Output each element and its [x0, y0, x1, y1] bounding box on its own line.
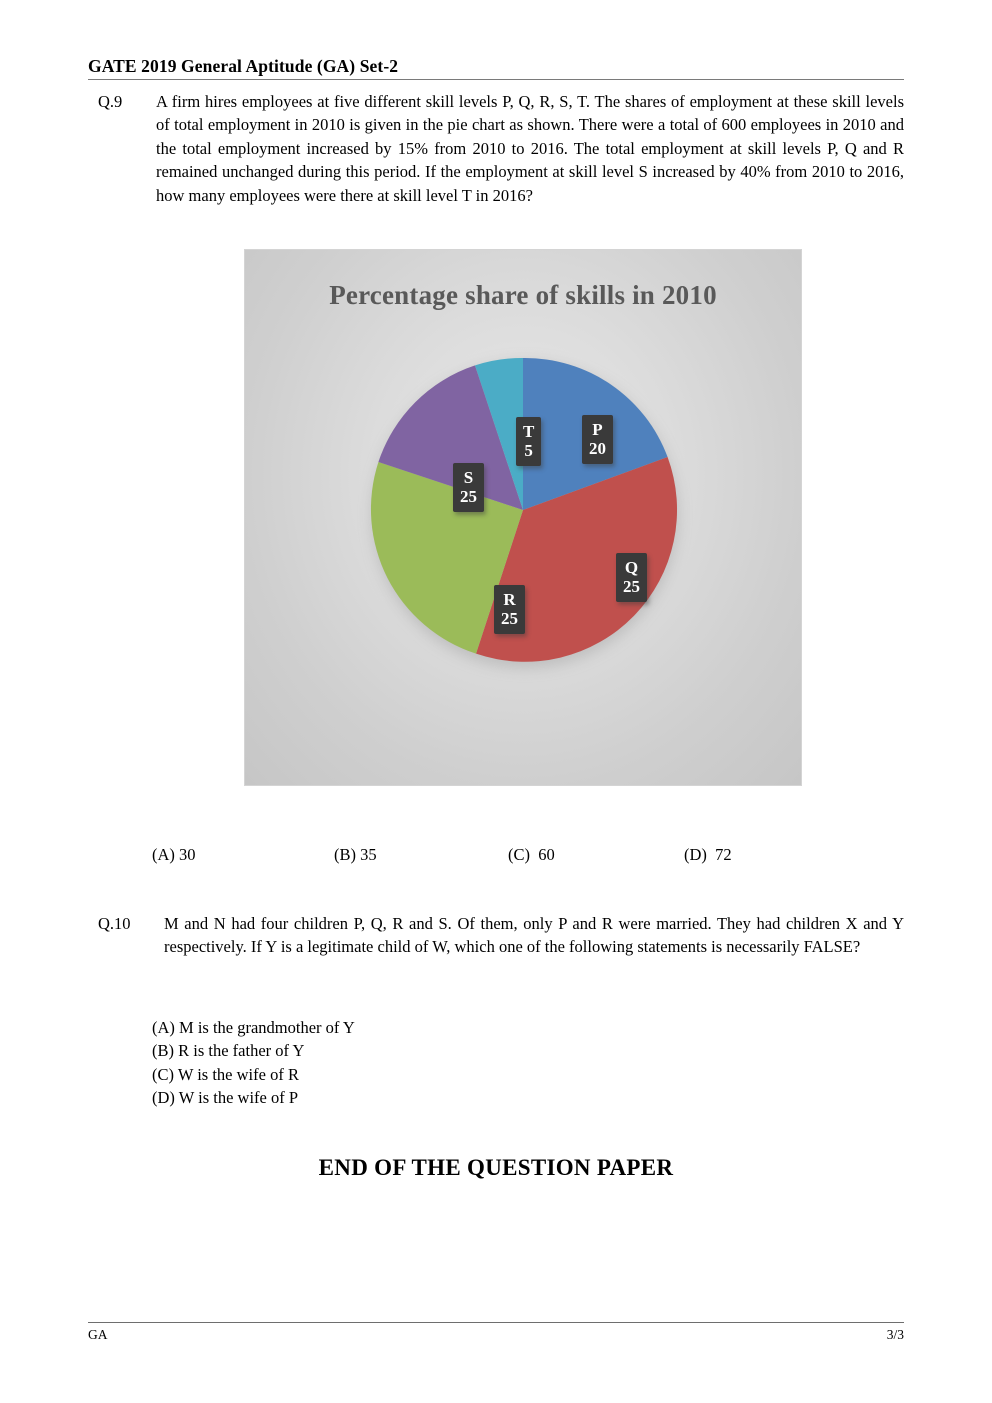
pie-label-r-name: R — [503, 590, 516, 609]
pie-label-p-name: P — [592, 420, 603, 439]
question-10-options — [152, 1016, 355, 1110]
question-10-text: M and N had four children P, Q, R and S. Of them, only P and R were married. They had children X and Y respectively. If Y is a legitimate child of W, which one of the following statements is necessarily FALSE? — [164, 914, 904, 957]
pie-label-t — [516, 417, 541, 466]
pie-label-q-name: Q — [624, 558, 639, 577]
question-10-number: Q.10 — [98, 914, 131, 933]
question-10-option-b[interactable]: (B) R is the father of Y — [152, 1041, 305, 1061]
pie-label-s — [453, 463, 484, 512]
question-9-option-c[interactable]: (C) 60 — [508, 845, 555, 864]
footer-divider — [88, 1322, 904, 1323]
question-10 — [98, 912, 904, 959]
page-header — [88, 56, 904, 80]
footer-left-label: GA — [88, 1327, 108, 1342]
pie-label-s-name: S — [463, 468, 474, 487]
question-9-text: A firm hires employees at five different skill levels P, Q, R, S, T. The shares of employment at these skill levels of total employment in 2010 is given in the pie chart as shown. There were a total of 600 employees in 2010 and the total employment increased by 15% from 2010 to 2016. The total employment at skill levels P, Q and R remained unchanged during this period. If the employment at skill level S increased by 40% from 2010 to 2016, how many employees were there at skill level T in 2016? — [156, 92, 904, 205]
pie-label-p-value: 20 — [589, 439, 606, 459]
page-header-title: GATE 2019 General Aptitude (GA) Set-2 — [88, 56, 399, 76]
question-9-option-d[interactable]: (D) 72 — [684, 845, 732, 864]
chart-title: Percentage share of skills in 2010 — [329, 280, 717, 310]
pie-label-q-value: 25 — [623, 577, 640, 597]
question-9 — [98, 90, 904, 207]
question-10-option-c[interactable]: (C) W is the wife of R — [152, 1064, 299, 1084]
pie-label-r-value: 25 — [501, 609, 518, 629]
footer-page-number: 3/3 — [886, 1327, 904, 1342]
pie-chart — [368, 355, 678, 665]
question-9-number: Q.9 — [98, 92, 123, 111]
pie-label-t-name: T — [523, 422, 535, 441]
pie-label-p — [582, 415, 613, 464]
pie-label-q — [616, 553, 647, 602]
page-footer — [88, 1322, 904, 1343]
pie-label-t-value: 5 — [524, 441, 533, 461]
question-9-option-a[interactable]: (A) 30 — [152, 845, 196, 864]
pie-label-r — [494, 585, 525, 634]
end-of-paper-note: END OF THE QUESTION PAPER — [318, 1155, 674, 1180]
pie-chart-panel — [245, 250, 801, 785]
header-divider — [88, 79, 904, 80]
question-10-option-a[interactable]: (A) M is the grandmother of Y — [152, 1018, 355, 1037]
pie-label-s-value: 25 — [460, 487, 477, 507]
question-9-option-b[interactable]: (B) 35 — [334, 845, 377, 864]
question-10-option-d[interactable]: (D) W is the wife of P — [152, 1088, 299, 1108]
